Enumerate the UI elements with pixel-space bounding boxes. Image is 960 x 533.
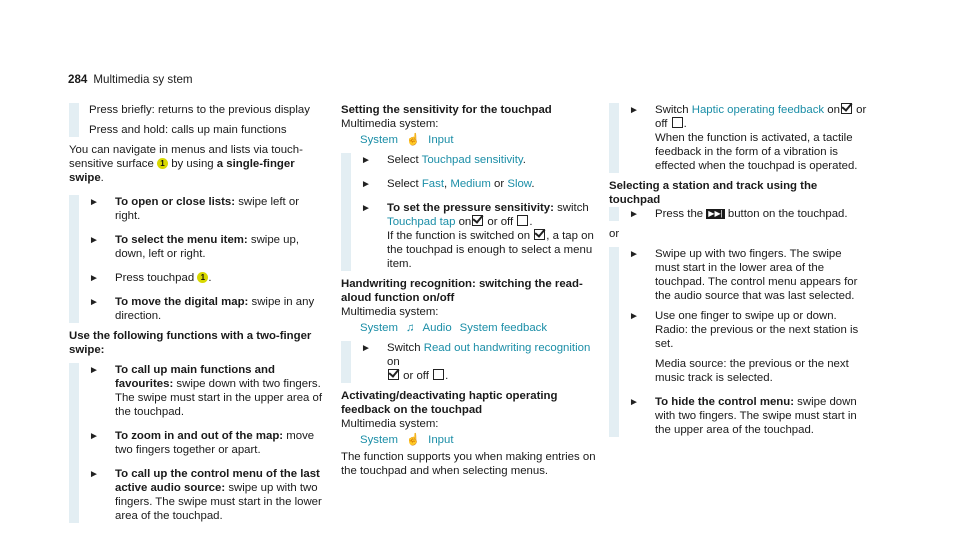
checkbox-checked-icon <box>472 215 483 226</box>
text: swipe down with two fingers. The swipe must start in the upper area of the touchpad. <box>115 378 323 418</box>
text: swipe up, down, left or right. <box>115 234 300 260</box>
arrow-right-icon: ► <box>89 469 99 480</box>
text-bold: To set the pressure sensitivity: <box>387 202 554 214</box>
menu-option: Medium <box>450 178 491 190</box>
text: Switch <box>655 104 689 116</box>
text: If the function is switched on <box>387 230 531 242</box>
text: Swipe up with two fingers. The swipe must start in the lower area of the touchpad. The control menu appears for the audio source that was last selected. <box>655 248 858 302</box>
paragraph <box>69 143 327 185</box>
section-title: Multimedia sy stem <box>93 73 193 86</box>
column-3 <box>609 103 867 437</box>
arrow-right-icon: ► <box>89 273 99 284</box>
text: Media source: the previous or the next music track is selected. <box>655 358 849 384</box>
text-bold: a single-finger swipe <box>69 158 295 184</box>
menu-path <box>341 321 599 335</box>
menu-option: Read out handwriting recognition <box>423 342 591 354</box>
text: Select <box>387 154 419 166</box>
arrow-right-icon: ► <box>629 311 639 322</box>
text: swipe down with two fingers. The swipe must start in the upper area of the touchpad. <box>655 396 857 436</box>
text: on <box>827 104 840 116</box>
paragraph: The function supports you when making entries on the touchpad and when selecting menus. <box>341 451 596 477</box>
text: switch <box>553 202 589 214</box>
text: on <box>387 356 400 368</box>
list-item: ► Switch Haptic operating feedback on or off . When the function is activated, a tactile feedback in the form of a vibration is effected when the touchpad is operated. <box>629 104 867 172</box>
touch-hand-icon: ☝ <box>405 134 421 146</box>
text: Use one finger to swipe up or down. Radio: the previous or the next station is set. <box>655 310 859 350</box>
text: You can navigate in menus and lists via touch-sensitive surface <box>69 144 303 170</box>
menu-path <box>341 133 599 147</box>
list-item <box>79 295 327 323</box>
text-bold: To open or close lists: <box>115 196 236 208</box>
text-bold: To move the digital map: <box>115 296 249 308</box>
skip-forward-icon: ▶▶| <box>708 208 723 218</box>
text: When the function is activated, a tactile feedback in the form of a vibration is effected when the touchpad is operated. <box>655 132 858 172</box>
text: Press touchpad <box>115 272 195 284</box>
list-item <box>619 309 867 351</box>
text: swipe in any direction. <box>115 296 315 322</box>
text-bold: To hide the control menu: <box>655 396 795 408</box>
checkbox-checked-icon <box>534 229 545 240</box>
subheading: Activating/deactivating haptic operating feedback on the touchpad <box>341 390 558 416</box>
path-item: Input <box>428 434 454 446</box>
list-item: ► Switch Read out handwriting recognition on or off . <box>361 342 591 382</box>
text: Press the <box>655 208 704 220</box>
path-item: System feedback <box>459 322 548 334</box>
text: Multimedia system: <box>341 118 439 130</box>
menu-option: Slow <box>507 178 532 190</box>
checkbox-checked-icon <box>388 369 399 380</box>
text-line: Press and hold: calls up main functions <box>89 124 287 136</box>
checkbox-checked-icon <box>841 103 852 114</box>
list-item <box>79 429 327 457</box>
checkbox-empty-icon <box>433 369 444 380</box>
arrow-right-icon: ► <box>89 235 99 246</box>
text-bold: To call up the control menu of the last active audio source: <box>115 468 320 494</box>
menu-option: Haptic operating feedback <box>691 104 825 116</box>
list-item <box>79 271 327 285</box>
arrow-right-icon: ► <box>89 365 99 376</box>
step-list <box>609 207 867 221</box>
column-1 <box>69 103 327 523</box>
text: . <box>531 178 535 190</box>
path-item: Input <box>428 134 454 146</box>
arrow-right-icon: ► <box>629 397 639 408</box>
list-item <box>351 177 599 191</box>
list-item <box>79 467 327 523</box>
arrow-right-icon: ► <box>629 209 639 220</box>
text: button on the touchpad. <box>727 208 848 220</box>
list-item <box>79 195 327 223</box>
arrow-right-icon: ► <box>89 431 99 442</box>
callout-1-icon: 1 <box>157 158 168 169</box>
path-item: Audio <box>422 322 452 334</box>
text: Multimedia system: <box>341 418 439 430</box>
arrow-right-icon: ► <box>629 249 639 260</box>
text: . <box>100 172 104 184</box>
touch-hand-icon: ☝ <box>405 434 421 446</box>
text: move two fingers together or apart. <box>115 430 315 456</box>
page-number: 284 <box>68 73 88 86</box>
step-list <box>69 195 327 323</box>
step-list <box>341 341 599 383</box>
menu-option: Touchpad sensitivity <box>421 154 523 166</box>
arrow-right-icon: ► <box>89 197 99 208</box>
path-item: System <box>360 434 398 446</box>
page-header <box>68 73 193 87</box>
subheading: Use the following functions with a two-finger swipe: <box>69 330 312 356</box>
column-2 <box>341 103 599 478</box>
text-bold: To zoom in and out of the map: <box>115 430 284 442</box>
menu-option: Fast <box>421 178 444 190</box>
audio-note-icon: ♫ <box>405 322 415 334</box>
text: swipe up with two fingers. The swipe must start in the lower area of the touchpad. <box>115 482 322 522</box>
text: or off <box>487 216 514 228</box>
list-item: ► To set the pressure sensitivity: switch Touchpad tap on or off . If the function is switched on , a tap on the touchpad is enough to select a menu item. <box>361 202 594 270</box>
arrow-right-icon: ► <box>361 155 371 166</box>
path-item: System <box>360 322 398 334</box>
text: or off <box>655 104 867 130</box>
list-item <box>619 247 867 303</box>
text: . <box>208 272 212 284</box>
list-item <box>351 153 599 167</box>
text-bold: To call up main functions and favourites: <box>115 364 275 390</box>
arrow-right-icon: ► <box>629 105 639 116</box>
step-list <box>69 363 327 523</box>
text: , a tap on the touchpad is enough to select a menu item. <box>387 230 594 270</box>
text: Switch <box>387 342 421 354</box>
arrow-right-icon: ► <box>361 179 371 190</box>
menu-path <box>341 433 599 447</box>
callout-1-icon: 1 <box>197 272 208 283</box>
step-list <box>609 103 867 173</box>
text-bold: To select the menu item: <box>115 234 248 246</box>
list-item <box>619 207 867 221</box>
info-block <box>69 103 327 137</box>
text: or <box>609 228 620 240</box>
arrow-right-icon: ► <box>361 203 371 214</box>
checkbox-empty-icon <box>517 215 528 226</box>
subheading: Selecting a station and track using the touchpad <box>609 180 818 206</box>
path-item: System <box>360 134 398 146</box>
list-item <box>79 363 327 419</box>
step-list <box>609 247 867 437</box>
text-line: Press briefly: returns to the previous display <box>89 104 310 116</box>
text: swipe left or right. <box>115 196 299 222</box>
list-item <box>619 357 867 385</box>
text: or <box>494 178 505 190</box>
menu-option: Touchpad tap <box>387 216 456 228</box>
subheading: Handwriting recognition: switching the read-aloud function on/off <box>341 278 583 304</box>
text: Multimedia system: <box>341 306 439 318</box>
text: Select <box>387 178 419 190</box>
checkbox-empty-icon <box>672 117 683 128</box>
text: . <box>522 154 526 166</box>
list-item <box>79 233 327 261</box>
list-item <box>619 395 867 437</box>
step-list <box>341 153 599 271</box>
subheading: Setting the sensitivity for the touchpad <box>341 104 552 116</box>
text: on <box>458 216 472 228</box>
text: , <box>444 178 448 190</box>
text: by using <box>171 158 214 170</box>
arrow-right-icon: ► <box>361 343 371 354</box>
text: or off <box>403 370 429 382</box>
arrow-right-icon: ► <box>89 297 99 308</box>
